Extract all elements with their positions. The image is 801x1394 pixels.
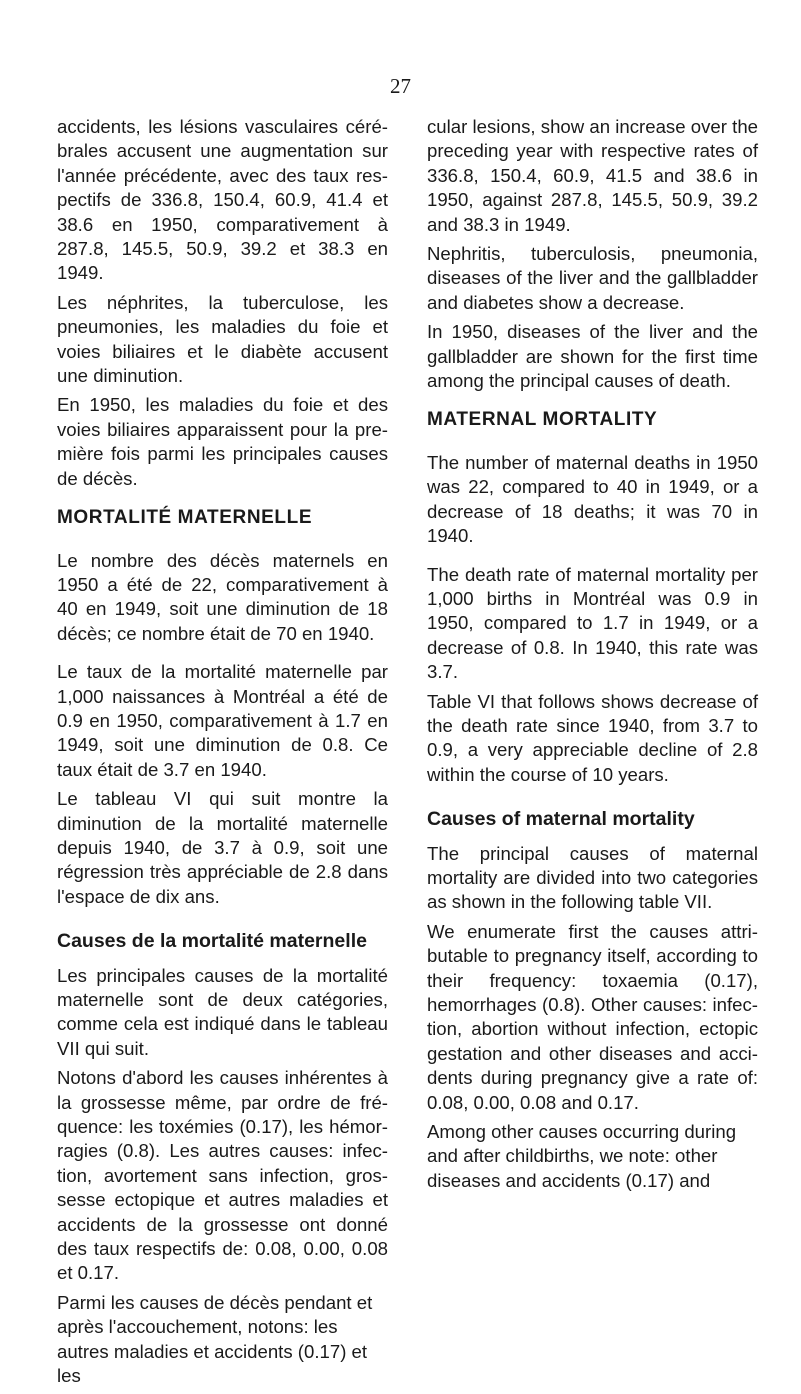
en-maternal-paragraph-3: Table VI that follows shows decrease of the death rate since 1940, from 3.7 to 0.9, a very appreciable decline of 2.8 within the course of 10 years. [427,690,758,785]
fr-intro-paragraph-2: Les néphrites, la tuberculose, les pneumonies, les maladies du foie et voies biliaires et le diabète accusent une diminution. [57,291,388,387]
fr-causes-paragraph-1: Les principales causes de la mortalité maternelle sont de deux catégories, comme cela est indiqué dans le tableau VII qui suit. [57,964,388,1059]
fr-causes-paragraph-3: Parmi les causes de décès pendant et après l'accouchement, notons: les autres maladies et accidents (0.17) et les [57,1291,373,1387]
fr-maternal-paragraph-3: Le tableau VI qui suit montre la diminution de la mortalité maternelle depuis 1940, de 3.7 à 0.9, soit une régression très appréciable de 2.8 dans l'espace de dix ans. [57,788,388,907]
fr-maternal-paragraph-2: Le taux de la mortalité maternelle par 1,000 naissances à Montréal a été de 0.9 en 1950, comparativement à 1.7 en 1949, soit une diminution de 0.8. Ce taux était de 3.7 en 1940. [57,661,388,780]
en-intro-paragraph-1: cular lesions, show an increase over the preceding year with respective rates of 336.8, 150.4, 60.9, 41.5 and 38.6 in 1950, against 287.8, 145.5, 50.9, 39.2 and 38.3 in 1949. [427,116,758,235]
en-maternal-paragraph-2: The death rate of maternal mortality per 1,000 births in Montréal was 0.9 in 1950, compared to 1.7 in 1949, or a decrease of 0.8. In 1940, this rate was 3.7. [427,563,758,683]
en-intro-paragraph-2: Nephritis, tuberculosis, pneumonia, diseases of the liver and the gallbladder and diabetes show a decrease. [427,243,758,313]
fr-maternal-paragraph-1: Le nombre des décès maternels en 1950 a été de 22, comparativement à 40 en 1949, soit une diminution de 18 décès; ce nombre était de 70 en 1940. [57,549,388,644]
en-causes-paragraph-2: We enumerate first the causes attri-butable to pregnancy itself, according to their frequency: toxaemia (0.17), hemorrhages (0.8). Other causes: infec-tion, abortion without infection, ectopic gestation and other diseases and acci-dents during pregnancy give a rate of: 0.08, 0.00, 0.08 and 0.17. [427,920,758,1113]
fr-causes-heading: Causes de la mortalité maternelle [57,930,367,953]
fr-causes-paragraph-2: Notons d'abord les causes inhérentes à la grossesse même, par ordre de fré-quence: les toxémies (0.17), les hémor-ragies (0.8). Les autres causes: infec-tion, avortement sans infection, gros-sesse ectopique et autres maladies et accidents de la grossesse ont donné des taux respectifs de: 0.08, 0.00, 0.08 et 0.17. [57,1067,388,1284]
en-causes-paragraph-1: The principal causes of maternal mortality are divided into two categories as shown in the following table VII. [427,842,758,913]
english-column [427,115,758,1198]
en-causes-paragraph-3: Among other causes occurring during and after childbirths, we note: other diseases and accidents (0.17) and [427,1121,737,1191]
en-maternal-mortality-heading: MATERNAL MORTALITY [427,409,658,431]
en-causes-heading: Causes of maternal mortality [427,808,695,831]
french-column [57,115,388,1394]
fr-intro-paragraph-3: En 1950, les maladies du foie et des voies biliaires apparaissent pour la pre-mière fois parmi les principales causes de décès. [57,394,388,489]
fr-maternal-mortality-heading: MORTALITÉ MATERNELLE [57,507,313,529]
en-maternal-paragraph-1: The number of maternal deaths in 1950 was 22, compared to 40 in 1949, or a decrease of 18 deaths; it was 70 in 1940. [427,451,758,547]
fr-intro-paragraph-1: accidents, les lésions vasculaires céré-brales accusent une augmentation sur l'année précédente, avec des taux res-pectifs de 336.8, 150.4, 60.9, 41.4 et 38.6 en 1950, comparativement à 287.8, 145.5, 50.9, 39.2 et 38.3 en 1949. [57,116,388,284]
en-intro-paragraph-3: In 1950, diseases of the liver and the gallbladder are shown for the first time among the principal causes of death. [427,321,758,392]
page-number: 27 [390,74,411,98]
